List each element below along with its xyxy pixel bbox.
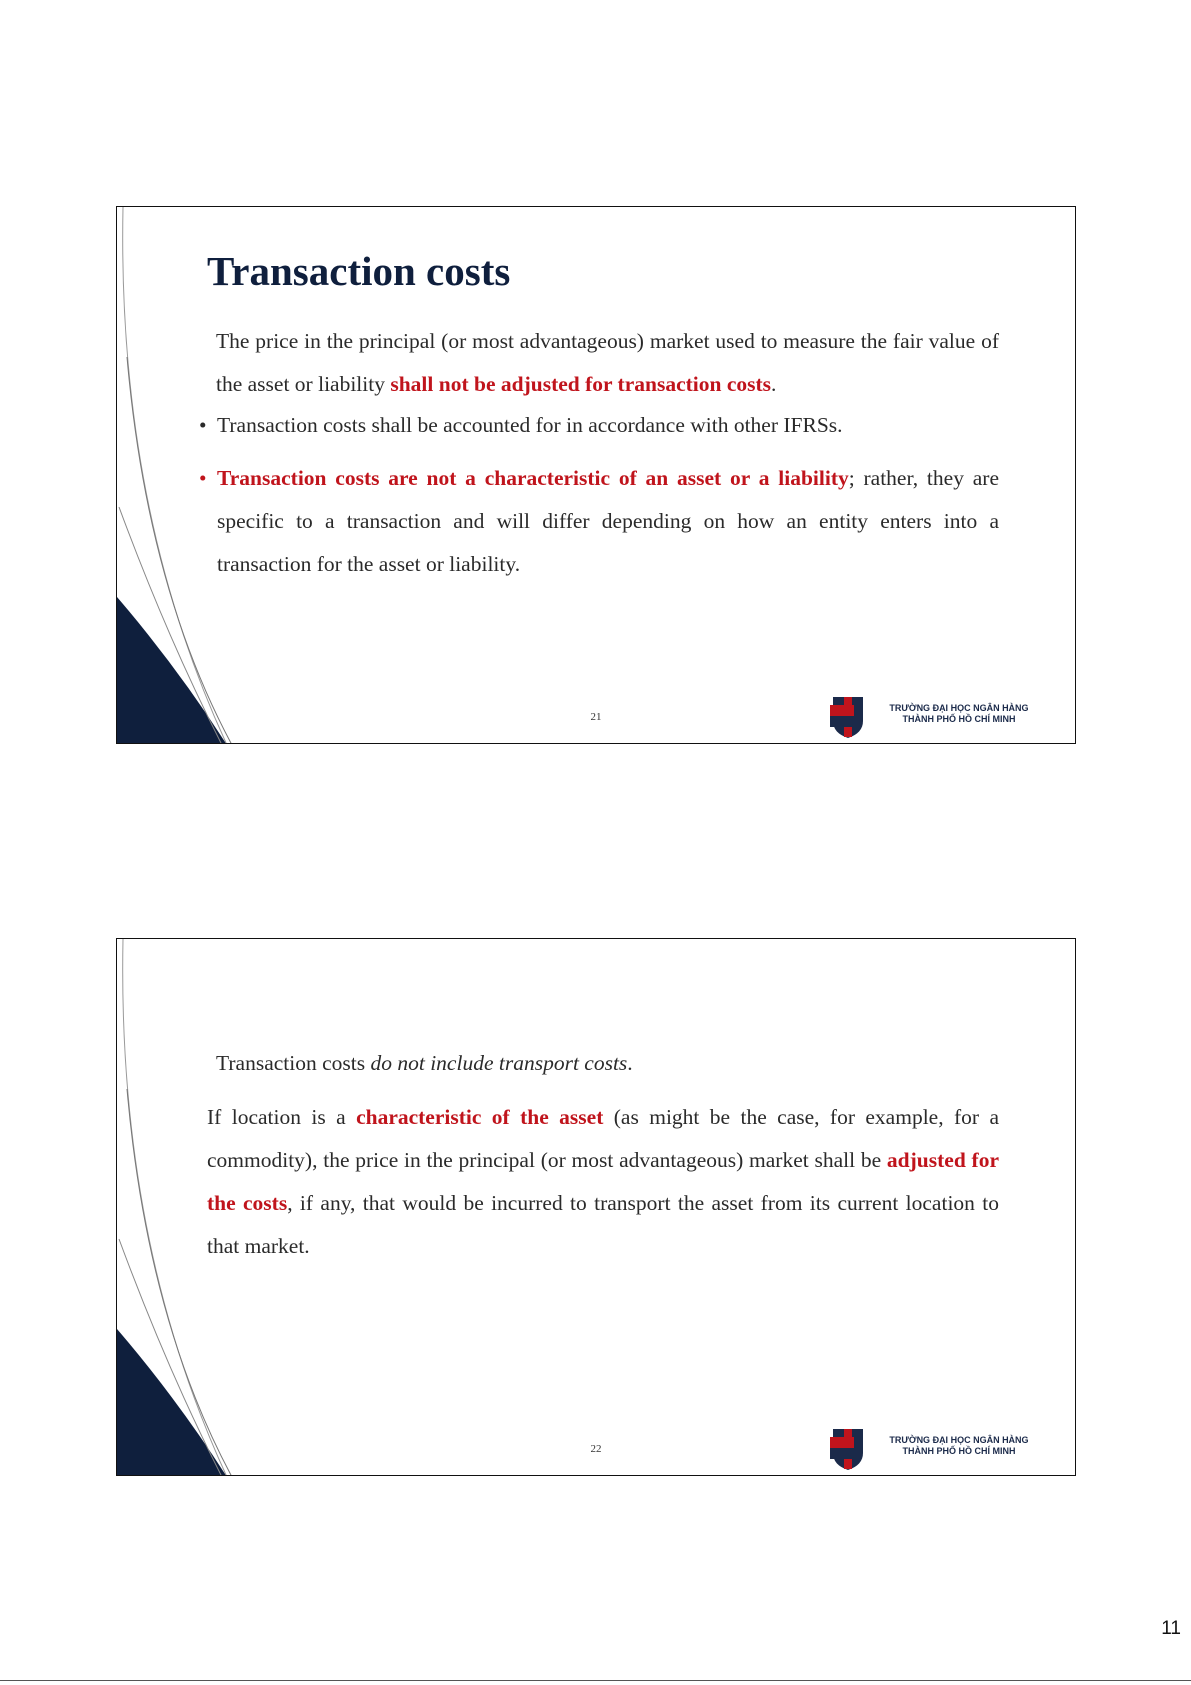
- slide-title: Transaction costs: [207, 248, 511, 294]
- logo-line-1: TRƯỜNG ĐẠI HỌC NGÂN HÀNG: [889, 703, 1029, 713]
- para-text: (as might be the case, for example, for a commodity), the price in the principal (or most advantageous) market shall be: [207, 1105, 999, 1172]
- page-bottom-rule: [0, 1680, 1191, 1681]
- university-name: [870, 1435, 1048, 1457]
- slide-intro-line: [216, 1042, 999, 1085]
- bullet-item: [199, 457, 999, 586]
- bullet-rest: ; rather, they are specific to a transaction and will differ depending on how an entity enters into a transaction for the asset or liability.: [217, 466, 999, 576]
- logo-line-2: THÀNH PHỐ HỒ CHÍ MINH: [902, 714, 1016, 724]
- bullet-dot: •: [199, 466, 207, 490]
- logo-line-1: TRƯỜNG ĐẠI HỌC NGÂN HÀNG: [889, 1435, 1029, 1445]
- logo-color-bar: [830, 705, 854, 727]
- para-text: If location is a: [207, 1105, 357, 1129]
- bullet-highlight: Transaction costs are not a characteristic of an asset or a liability: [217, 466, 849, 490]
- slide-paragraph: [207, 1096, 999, 1268]
- slide-21: [116, 206, 1076, 744]
- logo-color-bar: [830, 1437, 854, 1459]
- university-logo: [830, 1419, 1075, 1475]
- para-highlight: shall not be adjusted for transaction costs: [390, 372, 772, 396]
- para-suffix: .: [771, 372, 777, 396]
- university-name: [870, 703, 1048, 725]
- bullet-text: Transaction costs shall be accounted for in accordance with other IFRSs.: [217, 413, 843, 437]
- para-highlight: characteristic of the asset: [356, 1105, 604, 1129]
- bullet-dot: •: [199, 413, 207, 437]
- intro-suffix: .: [627, 1051, 633, 1075]
- slide-22: [116, 938, 1076, 1476]
- slide-page-number: 22: [590, 1443, 602, 1455]
- bullet-text: [217, 457, 999, 586]
- para-highlight: adjusted for the costs: [207, 1148, 999, 1215]
- bullet-item: [199, 404, 999, 447]
- intro-text: Transaction costs: [216, 1051, 371, 1075]
- slide-page-number: 21: [590, 711, 602, 723]
- university-logo: [830, 687, 1075, 743]
- intro-italic: do not include transport costs: [370, 1051, 628, 1075]
- slide-paragraph: [216, 320, 999, 406]
- logo-line-2: THÀNH PHỐ HỒ CHÍ MINH: [902, 1446, 1016, 1456]
- para-text: The price in the principal (or most advantageous) market used to measure the fair value of the asset or liability: [216, 329, 999, 396]
- document-page-number: 11: [1161, 1618, 1181, 1639]
- para-text: , if any, that would be incurred to transport the asset from its current location to that market.: [207, 1191, 999, 1258]
